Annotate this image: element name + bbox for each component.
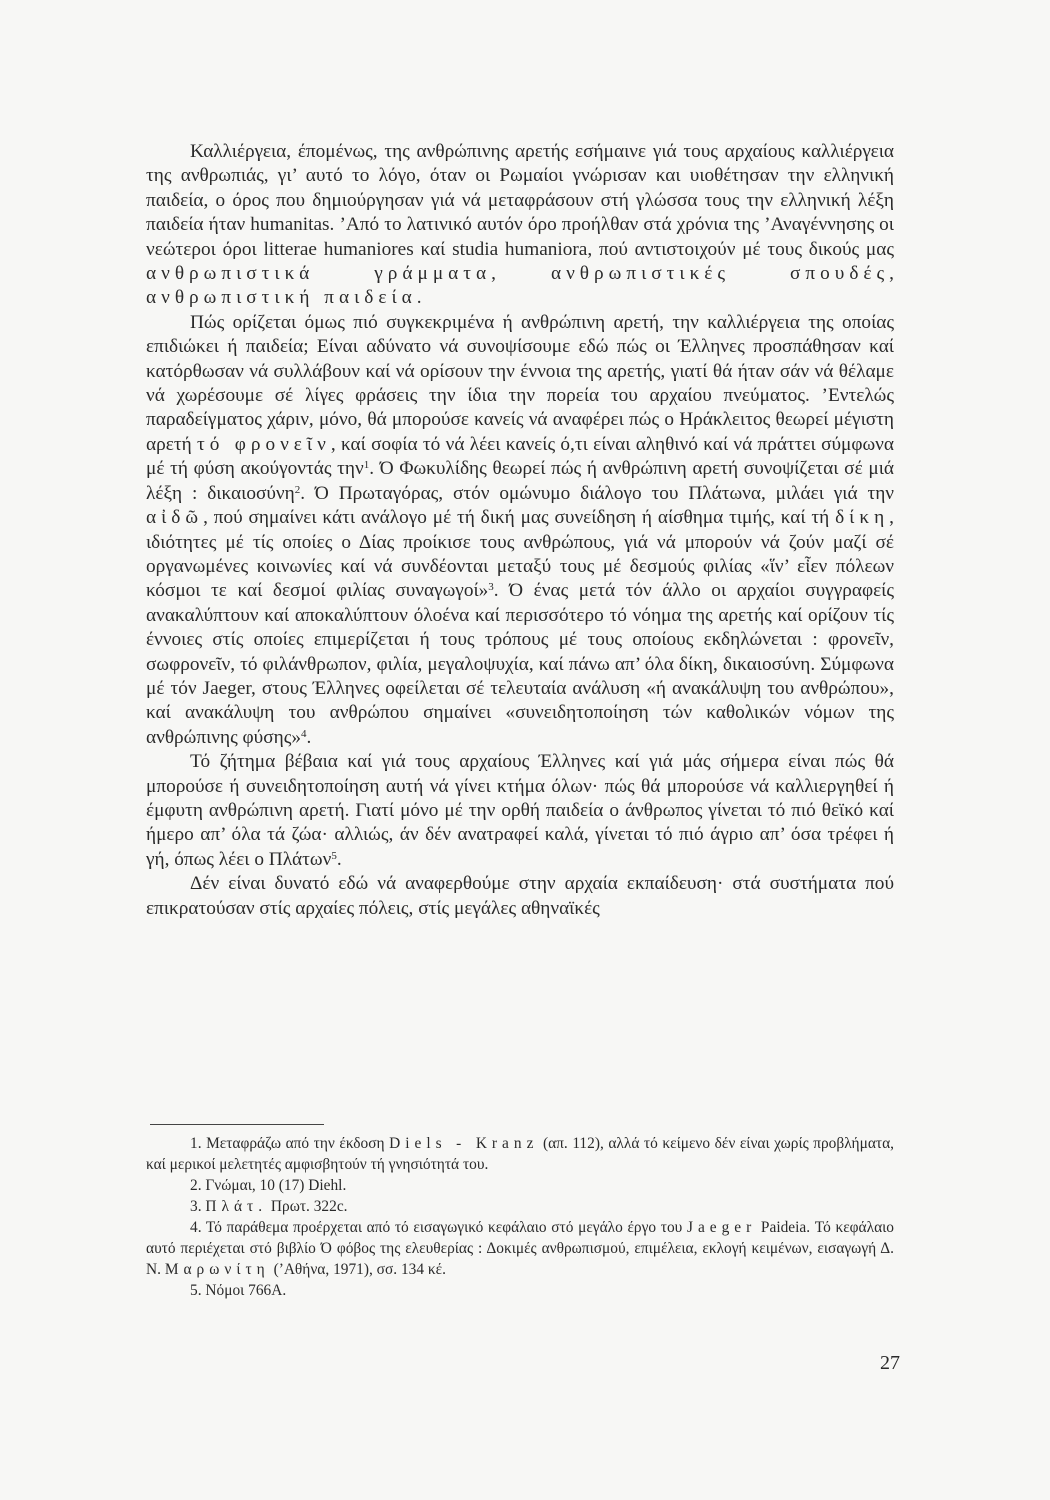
body-text (146, 140, 894, 921)
text-run: . Ό Πρωταγόρας, στόν ομώνυμο διάλογο του Πλάτωνα, μιλάει γιά την (300, 482, 894, 504)
text-run: Πώς ορίζεται όμως πιό συγκεκριμένα ή ανθρώπινη αρετή, την καλλιέργεια της οποίας επιδιώκει ή παιδεία; Είναι αδύνατο νά συνοψίσουμε εδώ πώς οι Έλληνες προσπάθησαν καί κατόρθωσαν νά συλλάβουν καί νά ορίσουν την έννοια της αρετής, γιατί θά ήταν σάν νά θέλαμε νά χωρέσουμε σέ λίγες φράσεις την ίδια την πορεία του αρχαίου πνεύματος. ’Εντελώς παραδείγματος χάριν, μόνο, θά μπορούσε κανείς νά αναφέρει πώς ο Ηράκλειτος θεωρεί μέγιστη αρετή (146, 311, 894, 455)
spaced-emphasis: τό φρονεῖν (196, 433, 331, 455)
footnote (146, 1217, 894, 1280)
text-run: . Ό ένας μετά τόν άλλο οι αρχαίοι συγγραφείς ανακαλύπτουν καί αποκαλύπτουν όλοένα καί περισσότερο τό νόημα της αρετής καί ορίζουν τίς έννοιες στίς οποίες επιμερίζεται ή τους τρόπους μέ τους οποίους εκδηλώνεται : φρονεῖν, σωφρονεῖν, τό φιλάνθρωπον, φιλία, μεγαλοψυχία, καί πάνω απ’ όλα δίκη, δικαιοσύνη. Σύμφωνα μέ τόν Jaeger, στους Έλληνες οφείλεται σέ τελευταία ανάλυση «ή ανακάλυψη του ανθρώπου», καί ανακάλυψη του ανθρώπου σημαίνει «συνειδητοποίηση τών καθολικών νόμων της ανθρώπινης φύσης» (146, 580, 894, 748)
text-run: Καλλιέργεια, έπομένως, της ανθρώπινης αρετής εσήμαινε γιά τους αρχαίους καλλιέργεια της ανθρωπιάς, γι’ αυτό το λόγο, όταν οι Ρωμαίοι γνώρισαν και υιοθέτησαν την ελληνική παιδεία, ο όρος που δημιούργησαν γιά νά μεταφράσουν στή γλώσσα τους την ελληνική λέξη παιδεία ήταν humanitas. ’Από το λατινικό αυτόν όρο προήλθαν στά χρόνια της ’Αναγέννησης οι νεώτεροι όροι litterae humaniores καί studia humaniora, πού αντιστοιχούν μέ τους δικούς μας (146, 141, 894, 260)
text-run: 3. (190, 1198, 206, 1215)
text-run: , πού σημαίνει κάτι ανάλογο μέ τή δική μας συνείδηση ή αίσθημα τιμής, καί τή (203, 507, 836, 529)
text-run: Δέν είναι δυνατό εδώ νά αναφερθούμε στην αρχαία εκπαίδευση· στά συστήματα πού επικρατούσαν στίς αρχαίες πόλεις, στίς μεγάλες αθηναϊκές (146, 873, 894, 919)
footnote-ref: 4 (300, 727, 307, 740)
page-number: 27 (880, 1352, 900, 1374)
spaced-emphasis: δίκη (835, 507, 890, 529)
text-run: Paideia. Τό κεφάλαιο αυτό περιέχεται στό βιβλίο Ό φόβος της ελευθερίας : Δοκιμές ανθρωπισμού, επιμέλεια, εκλογή κειμένων, εισαγωγή Δ. Ν. (146, 1219, 894, 1278)
footnote-ref: 5 (331, 849, 337, 862)
text-run: . Ό Φωκυλίδης θεωρεί πώς ή ανθρώπινη αρετή συνοψίζεται σέ μιά λέξη : δικαιοσύνη (146, 458, 894, 504)
footnote (146, 1280, 894, 1301)
text-run: , (491, 263, 551, 285)
text-run: Τό ζήτημα βέβαια καί γιά τους αρχαίους Έλληνες καί γιά μάς σήμερα είναι πώς θά μπορούσε ή συνειδητοποίηση αυτή νά γίνει κτήμα όλων· πώς θά μπορούσε νά καλλιεργηθεί ή έμφυτη ανθρώπινη αρετή. Γιατί μόνο μέ την ορθή παιδεία ο άνθρωπος γίνεται τό πιό θεϊκό καί ήμερο απ’ όλα τά ζώα· αλλιώς, άν δέν ανατραφεί καλά, γίνεται τό πιό άγριο απ’ όσα τρέφει ή γή, όπως λέει ο Πλάτων (146, 751, 894, 870)
text-run: 1. Μεταφράζω από την έκδοση (190, 1135, 390, 1152)
spaced-emphasis: Diels - Kranz (389, 1135, 539, 1152)
footnote (146, 1175, 894, 1196)
spaced-emphasis: αἰδῶ (146, 507, 204, 529)
text-run: 2. Γνώμαι, 10 (17) Diehl. (190, 1177, 347, 1194)
text-run: Πρωτ. 322c. (267, 1198, 348, 1215)
text-run: 5. Νόμοι 766A. (190, 1282, 287, 1299)
spaced-emphasis: Jaeger (686, 1219, 757, 1236)
text-run: , ιδιότητες μέ τίς οποίες ο Δίας προίκισε τους ανθρώπους, γιά νά μπορούν νά ζούν μαζί σέ οργανωμένες κοινωνίες καί νά συνδέονται μεταξύ τους μέ δεσμούς φιλίας «ἵν’ εἶεν πόλεων κόσμοι τε καί δεσμοί φιλίας συναγωγοί» (146, 507, 894, 602)
text-run: . (306, 726, 312, 748)
footnote (146, 1196, 894, 1217)
footnote-rule (150, 1124, 324, 1125)
footnote-ref: 1 (363, 459, 370, 472)
footnote-ref: 2 (294, 483, 301, 496)
paragraph (146, 140, 894, 311)
text-run: , (889, 263, 894, 285)
text-run: (απ. 112), αλλά τό κείμενο δέν είναι χωρίς προβλήματα, καί μερικοί μελετητές αμφισβητούν τή γνησιότητά του. (146, 1135, 894, 1173)
paragraph (146, 750, 894, 872)
text-run: (’Αθήνα, 1971), σσ. 134 κέ. (269, 1261, 446, 1278)
footnotes (146, 1133, 894, 1301)
text-run: 4. Τό παράθεμα προέρχεται από τό εισαγωγικό κεφάλαιο στό μεγάλο έργο του (190, 1219, 687, 1236)
text-run: , καί σοφία τό νά λέει κανείς ό,τι είναι αληθινό καί νά πράττει σύμφωνα μέ τή φύση ακούγοντάς την (146, 433, 894, 480)
text-run: . (416, 287, 422, 309)
paragraph (146, 872, 894, 921)
spaced-emphasis: ανθρωπιστικές σπουδές (550, 263, 890, 285)
footnote-ref: 3 (488, 581, 494, 594)
spaced-emphasis: ανθρωπιστική παιδεία (146, 287, 417, 309)
footnote (146, 1133, 894, 1175)
spaced-emphasis: Πλάτ. (205, 1198, 268, 1215)
spaced-emphasis: ανθρωπιστικά γράμματα (146, 263, 492, 285)
paragraph (146, 311, 894, 750)
spaced-emphasis: Μαρωνίτη (164, 1261, 270, 1278)
text-run: . (336, 848, 342, 870)
